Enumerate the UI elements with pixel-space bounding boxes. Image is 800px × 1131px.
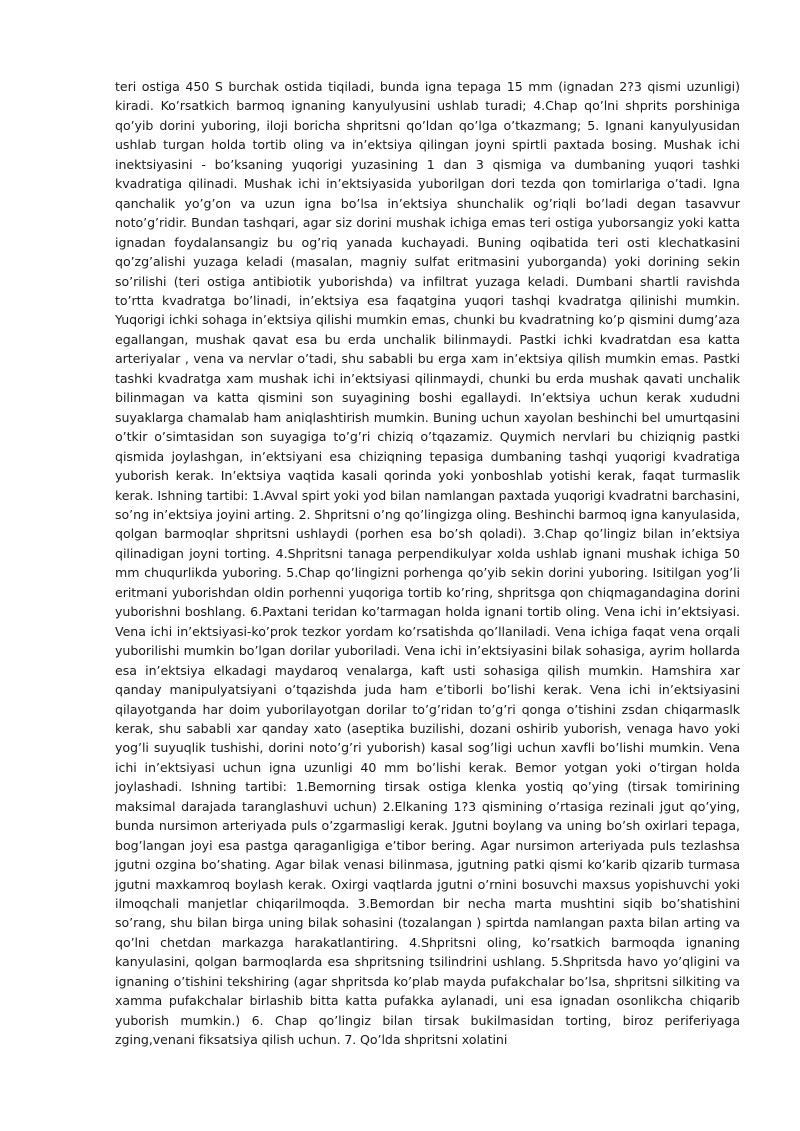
body-paragraph: teri ostiga 450 S burchak ostida tiqiladi, bunda igna tepaga 15 mm (ignadan 2?3 qismi uzunligi) kiradi. Ko’rsatkich barmoq ignaning kanyulyusini ushlab turadi; 4.Chap qo’lni shprits porshiniga qo’yib dorini yuboring, iloji boricha shpritsni qo’ldan qo’lga o’tkazmang; 5. Ignani kanyulyusidan ushlab turgan holda tortib oling va in’ektsiya qilingan joyni spirtli paxtada bosing. Mushak ichi inektsiyasini - bo’ksaning yuqorigi yuzasining 1 dan 3 qismiga va dumbaning yuqori tashki kvadratiga qilinadi. Mushak ichi in’ektsiyasida yuborilgan dori tezda qon tomirlariga o’tadi. Igna qanchalik yo’g’on va uzun igna bo’lsa in’ektsiya shunchalik og’riqli bo’ladi degan tasavvur noto’g’ridir. Bundan tashqari, agar siz dorini mushak ichiga emas teri ostiga yuborsangiz yoki katta ignadan foydalansangiz bu og’riq yanada kuchayadi. Buning oqibatida teri osti klechatkasini qo’zg’alishi yuzaga keladi (masalan, magniy sulfat eritmasini yuborganda) yoki dorining sekin so’rilishi (teri ostiga antibiotik yuborishda) va infiltrat yuzaga keladi. Dumbani shartli ravishda to’rtta kvadratga bo’linadi, in’ektsiya esa faqatgina yuqori tashqi kvadratga qilinishi mumkin. Yuqorigi ichki sohaga in’ektsiya qilishi mumkin emas, chunki bu kvadratning ko’p qismini dumg’aza egallangan, mushak qavat esa bu erda unchalik bilinmaydi. Pastki ichki kvadratdan esa katta arteriyalar , vena va nervlar o’tadi, shu sababli bu erga xam in’ektsiya qilish mumkin emas. Pastki tashki kvadratga xam mushak ichi in’ektsiyasi qilinmaydi, chunki bu erda mushak qavati unchalik bilinmagan va katta qismini son suyagining boshi egallaydi. In’ektsiya uchun kerak xududni suyaklarga chamalab ham aniqlashtirish mumkin. Buning uchun xayolan beshinchi bel umurtqasini o’tkir o’simtasidan son suyagiga to’g’ri chiziq o’tqazamiz. Quymich nervlari bu chiziqnig pastki qismida joylashgan, in’ektsiyani esa chiziqning tepasiga dumbaning tashqi yuqorigi kvadratiga yuborish kerak. In’ektsiya vaqtida kasali qorinda yoki yonboshlab yotishi kerak, faqat turmaslik kerak. Ishning tartibi: 1.Avval spirt yoki yod bilan namlangan paxtada yuqorigi kvadratni barchasini, so’ng in’ektsiya joyini arting. 2. Shpritsni o’ng qo’lingizga oling. Beshinchi barmoq igna kanyulasida, qolgan barmoqlar shpritsni ushlaydi (porhen esa bo’sh qoladi). 3.Chap qo’lingiz bilan in’ektsiya qilinadigan joyni torting. 4.Shpritsni tanaga perpendikulyar xolda ushlab ignani mushak ichiga 50 mm chuqurlikda yuboring. 5.Chap qo’lingizni porhenga qo’yib sekin dorini yuboring. Isitilgan yog’li eritmani yuborishdan oldin porhenni yuqoriga tortib ko’ring, shpritsga qon chiqmagandagina dorini yuborishni boshlang. 6.Paxtani teridan ko’tarmagan holda ignani tortib oling. Vena ichi in’ektsiyasi. Vena ichi in’ektsiyasi-ko’prok tezkor yordam ko’rsatishda qo’llaniladi. Vena ichiga faqat vena orqali yuborilishi mumkin bo’lgan dorilar yuboriladi. Vena ichi in’ektsiyasini bilak sohasiga, ayrim hollarda esa in’ektsiya elkadagi maydaroq venalarga, kaft usti sohasiga qilish mumkin. Hamshira xar qanday manipulyatsiyani o’tqazishda juda ham e’tiborli bo’lishi kerak. Vena ichi in’ektsiyasini qilayotganda har doim yuborilayotgan dorilar to’g’ridan to’g’ri qonga o’tishini zsdan chiqarmaslk kerak, shu sababli xar qanday xato (aseptika buzilishi, dozani oshirib yuborish, venaga havo yoki yog’li suyuqlik tushishi, dorini noto’g’ri yuborish) kasal sog’ligi uchun xavfli bo’lishi mumkin. Vena ichi in’ektsiyasi uchun igna uzunligi 40 mm bo’lishi kerak. Bemor yotgan yoki o’tirgan holda joylashadi. Ishning tartibi: 1.Bemorning tirsak ostiga klenka yostiq qo’ying (tirsak tomirining maksimal darajada taranglashuvi uchun) 2.Elkaning 1?3 qismining o’rtasiga rezinali jgut qo’ying, bunda nursimon arteriyada puls o’zgarmasligi kerak. Jgutni boylang va uning bo’sh oxirlari tepaga, bog’langan joyi esa pastga qaraganligiga e’tibor bering. Agar nursimon arteriyada puls tezlashsa jgutni ozgina bo’shating. Agar bilak venasi bilinmasa, jgutning patki qismi ko’karib qizarib turmasa jgutni maxkamroq boylash kerak. Oxirgi vaqtlarda jgutni o’rnini bosuvchi maxsus yopishuvchi yoki ilmoqchali manjetlar chiqarilmoqda. 3.Bemordan bir necha marta mushtini siqib bo’shatishini so’rang, shu bilan birga uning bilak sohasini (tozalangan ) spirtda namlangan paxta bilan arting va qo’lni chetdan markazga harakatlantiring. 4.Shpritsni oling, ko’rsatkich barmoqda ignaning kanyulasini, qolgan barmoqlarda esa shpritsning tsilindrini ushlang. 5.Shpritsda havo yo’qligini va ignaning o’tishini tekshiring (agar shpritsda ko’plab mayda pufakchalar bo’lsa, shpritsni silkiting va xamma pufakchalar birlashib bitta katta pufakka aylanadi, uni esa ignadan osonlikcha chiqarib yuborish mumkin.) 6. Chap qo’lingiz bilan tirsak bukilmasidan torting, biroz periferiyaga zging,venani fiksatsiya qilish uchun. 7. Qo’lda shpritsni xolatini (115, 79, 740, 1048)
